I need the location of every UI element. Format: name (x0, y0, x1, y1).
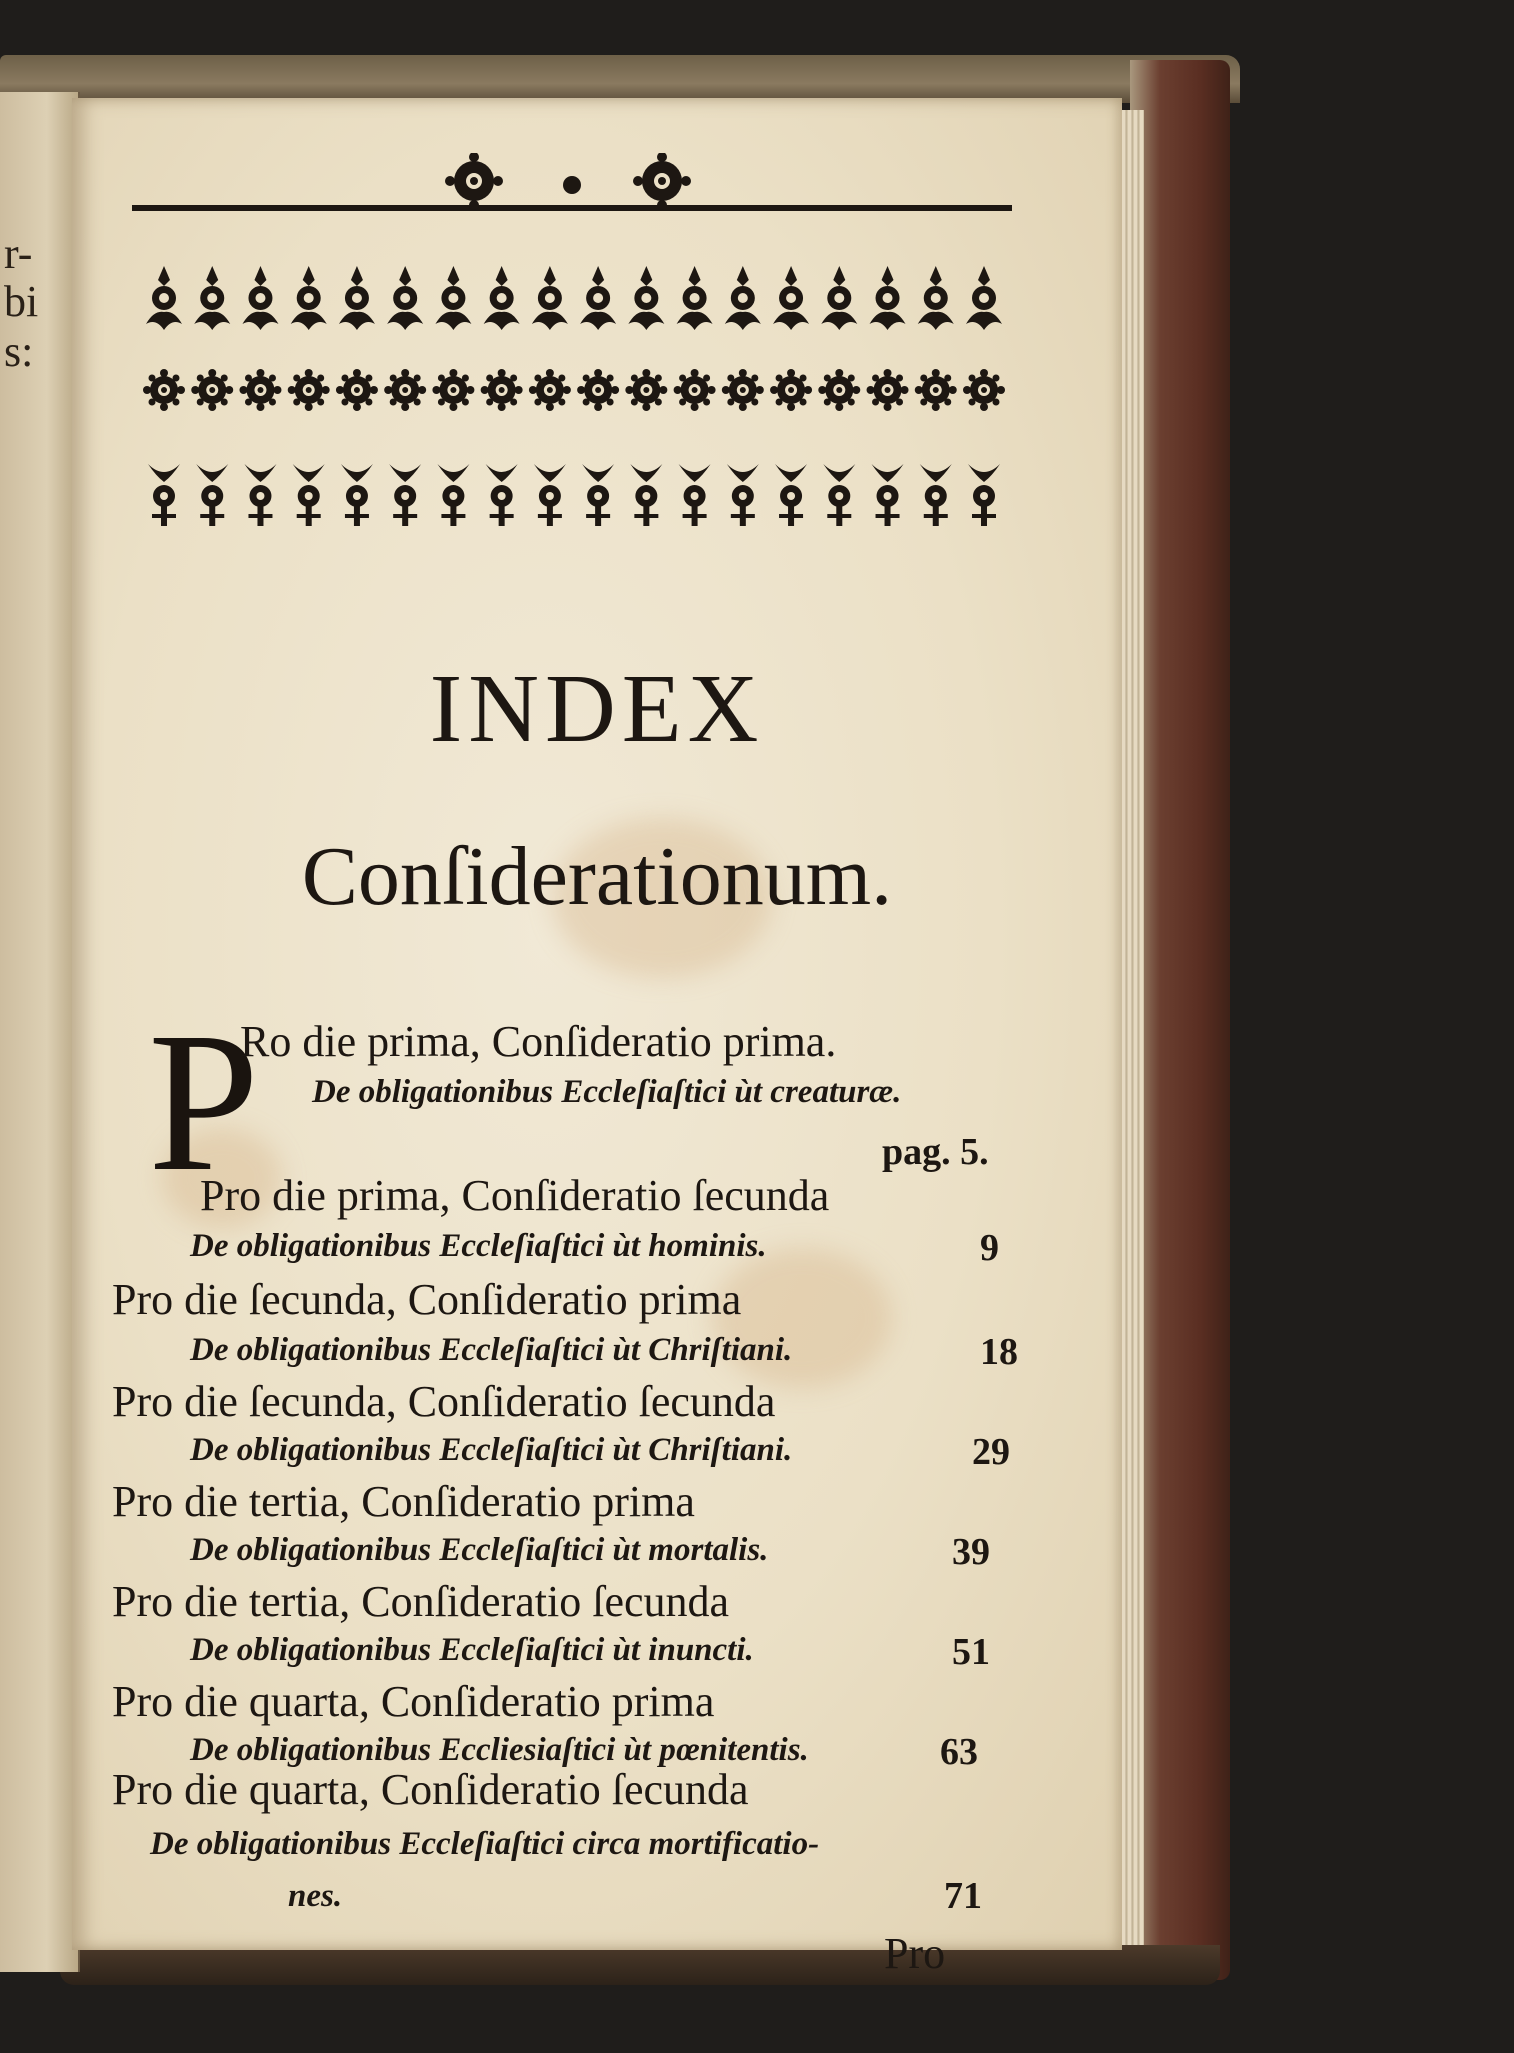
pendant-row (148, 464, 1000, 526)
entry-page-number: pag. 5. (882, 1131, 989, 1173)
pendant-icon (920, 464, 952, 526)
fleur-icon (435, 266, 471, 330)
book-top-edge (0, 55, 1240, 103)
rosette-icon (336, 369, 378, 411)
fleur-icon (870, 266, 906, 330)
rosette-row (143, 369, 1005, 411)
entry-heading: Pro die quarta, Conſideratio ſecunda (112, 1765, 749, 1814)
pendant-icon (679, 464, 711, 526)
pendant-icon (630, 464, 662, 526)
fleur-icon (484, 266, 520, 330)
entry-subject: De obligationibus Eccleſiaſtici ùt Chriſtiani. (190, 1332, 793, 1368)
index-title: INDEX (429, 655, 765, 763)
pendant-icon (389, 464, 421, 526)
pendant-icon (341, 464, 373, 526)
fleur-icon (532, 266, 568, 330)
entry-page-number: 71 (944, 1875, 982, 1917)
fleur-icon (194, 266, 230, 330)
dot-icon (563, 176, 581, 194)
entry-heading: Pro die tertia, Conſideratio prima (112, 1477, 695, 1526)
flower-icon (633, 153, 691, 210)
entry-subject: De obligationibus Eccleſiaſtici ùt mortalis. (190, 1532, 769, 1568)
rosette-icon (722, 369, 764, 411)
rosette-icon (191, 369, 233, 411)
entry-heading: Pro die ſecunda, Conſideratio ſecunda (112, 1377, 776, 1426)
drop-cap: P (148, 992, 260, 1213)
fleuron-row (146, 266, 1002, 330)
pendant-icon (775, 464, 807, 526)
index-subtitle: Conſiderationum. (301, 830, 893, 923)
rosette-icon (867, 369, 909, 411)
left-page-fragment: r- (4, 229, 33, 278)
entry-heading: Pro die prima, Conſideratio ſecunda (200, 1171, 830, 1220)
pendant-icon (196, 464, 228, 526)
pendant-icon (872, 464, 904, 526)
pendant-icon (582, 464, 614, 526)
pendant-icon (727, 464, 759, 526)
rosette-icon (432, 369, 474, 411)
fleur-icon (339, 266, 375, 330)
entry-page-number: 9 (980, 1227, 999, 1269)
fleuron-band-ornament (140, 240, 1008, 560)
pendant-icon (293, 464, 325, 526)
fleur-icon (291, 266, 327, 330)
flower-icon (445, 153, 503, 210)
left-page-edge (0, 92, 80, 1972)
pendant-icon (486, 464, 518, 526)
rosette-icon (288, 369, 330, 411)
fleur-icon (725, 266, 761, 330)
entry-heading: Pro die ſecunda, Conſideratio prima (112, 1275, 742, 1324)
entry-heading: Pro die tertia, Conſideratio ſecunda (112, 1577, 730, 1626)
pendant-icon (534, 464, 566, 526)
rosette-icon (625, 369, 667, 411)
book-cover-right (1130, 60, 1230, 1980)
rosette-icon (963, 369, 1005, 411)
fleur-icon (146, 266, 182, 330)
headpiece-ornament (132, 153, 1012, 213)
entry-subject: De obligationibus Eccleſiaſtici circa mortificatio- (150, 1826, 820, 1862)
pendant-icon (244, 464, 276, 526)
fleur-icon (628, 266, 664, 330)
entry-page-number: 51 (952, 1631, 990, 1673)
catchword: Pro (884, 1929, 946, 1978)
fleur-icon (677, 266, 713, 330)
entry-subject-continuation: nes. (288, 1878, 343, 1914)
entry-subject: De obligationibus Eccleſiaſtici ùt creaturæ. (312, 1074, 902, 1110)
entry-page-number: 29 (972, 1431, 1010, 1473)
pendant-icon (148, 464, 180, 526)
pendant-icon (437, 464, 469, 526)
rosette-icon (239, 369, 281, 411)
rosette-icon (674, 369, 716, 411)
fleur-icon (773, 266, 809, 330)
entry-heading: Ro die prima, Conſideratio prima. (240, 1017, 837, 1066)
rosette-icon (770, 369, 812, 411)
fleur-icon (580, 266, 616, 330)
rosette-icon (384, 369, 426, 411)
fleur-icon (966, 266, 1002, 330)
rosette-icon (529, 369, 571, 411)
rosette-icon (577, 369, 619, 411)
entry-page-number: 39 (952, 1531, 990, 1573)
rosette-icon (818, 369, 860, 411)
entry-subject: De obligationibus Eccleſiaſtici ùt hominis. (190, 1228, 767, 1264)
fleur-icon (387, 266, 423, 330)
entry-page-number: 18 (980, 1331, 1018, 1373)
rosette-icon (481, 369, 523, 411)
pendant-icon (823, 464, 855, 526)
index-page (72, 98, 1122, 1978)
rosette-icon (915, 369, 957, 411)
entry-page-number: 63 (940, 1731, 978, 1773)
entry-heading: Pro die quarta, Conſideratio prima (112, 1677, 715, 1726)
left-page-fragment: bi (4, 277, 39, 326)
fleur-icon (918, 266, 954, 330)
fleur-icon (242, 266, 278, 330)
entry-subject: De obligationibus Eccleſiaſtici ùt inuncti. (190, 1632, 754, 1668)
fleur-icon (821, 266, 857, 330)
book-cover-bottom (60, 1945, 1220, 1985)
entry-subject: De obligationibus Eccleſiaſtici ùt Chriſtiani. (190, 1432, 793, 1468)
entry-subject: De obligationibus Eccliesiaſtici ùt pœnitentis. (190, 1732, 809, 1768)
pendant-icon (968, 464, 1000, 526)
rosette-icon (143, 369, 185, 411)
left-page-fragment: s: (4, 327, 34, 376)
